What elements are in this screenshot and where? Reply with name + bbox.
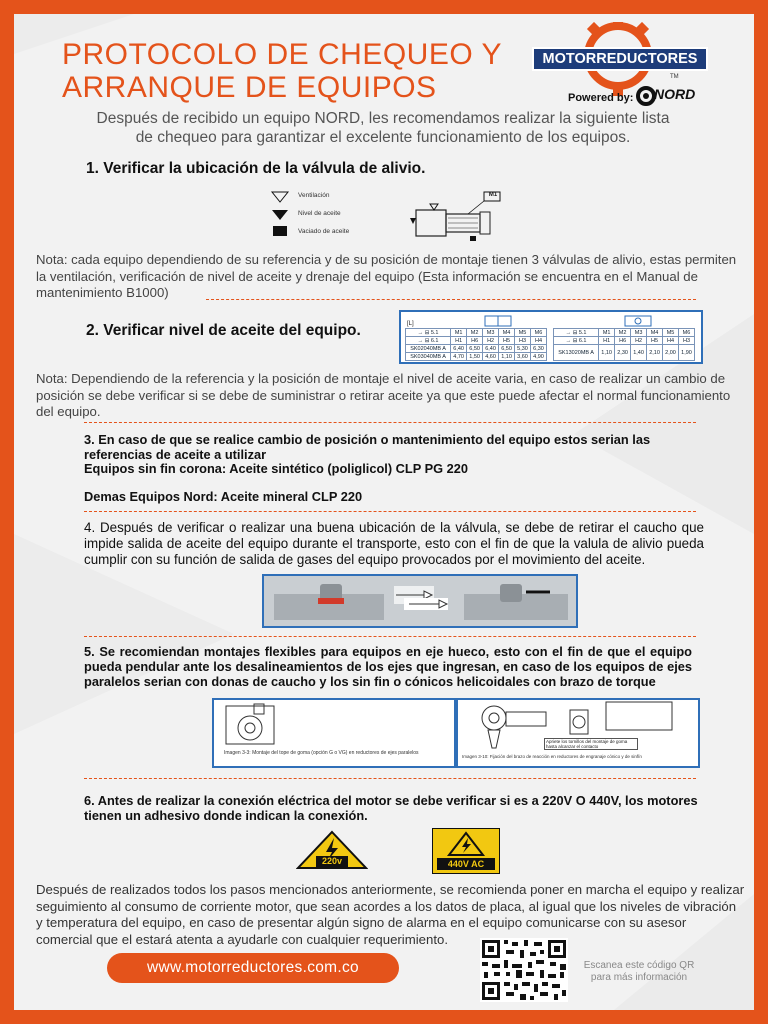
- powered-by-label: Powered by:: [568, 92, 634, 104]
- step3-line-b: Demas Equipos Nord: Aceite mineral CLP 220: [84, 489, 363, 504]
- position-diagram-icon: [623, 315, 653, 327]
- logo-text: MOTORREDUCTORES: [542, 51, 698, 67]
- nord-logo: NORD: [634, 84, 696, 108]
- step5-text: 5. Se recomiendan montajes flexibles para equipos en eje hueco, esto con el fin de que el equipo pueda pendular ante los desalineamientos de los ejes que ingresan, en caso de los equipos de ejes paralelos serian con donas de caucho y los sin fin o cónicos helicoidales con brazo de torque: [84, 644, 692, 689]
- qr-code-icon: [480, 938, 568, 1002]
- rubber-buffer-mount-icon: [214, 700, 454, 750]
- high-voltage-icon: [433, 829, 499, 859]
- step2-note: Nota: Dependiendo de la referencia y la posición de montaje el nivel de aceite varia, en caso de realizar un cambio de posición se debe verificar si se debe de suministrar o retirar aceite ya que este puede afectar el normal funcionamiento del equipo.: [36, 371, 731, 419]
- valve-before-after-icon: [264, 576, 576, 626]
- qr-code[interactable]: [480, 938, 568, 1002]
- position-diagram-icon: [483, 315, 513, 327]
- valve-symbols-icon: [270, 190, 290, 240]
- company-logo: [530, 22, 710, 112]
- closing-text: Después de realizados todos los pasos mencionados anteriormente, se recomienda poner en marcha el equipo y realizar seguimiento al consumo de corriente motor, que sean acordes a los datos de placa, al igual que los niveles de vibración y temperatura del equipo, en caso de presentar algún signo de alarma en el equipo comunicarse con su asesor comercial que el estará atenta a ayudarle con cualquier requerimiento.: [36, 882, 745, 947]
- divider: [84, 636, 696, 637]
- step3-text: 3. En caso de que se realice cambio de posición o mantenimiento del equipo estos serian las referencias de aceite a utilizar: [84, 432, 651, 462]
- step4-text: 4. Después de verificar o realizar una buena ubicación de la válvula, se debe de retirar el caucho que impide salida de aceite del equipo durante el transporte, esto con el fin de que la valula de alivio pueda cumplir con su función de salida de gases del equipo provocados por el movimiento del aceite.: [84, 520, 704, 567]
- step2-heading: 2. Verificar nivel de aceite del equipo.: [86, 322, 361, 339]
- gearmotor-diagram: M1: [408, 190, 518, 248]
- flexible-mount-image-left: Imagen 3-3: Montaje del tope de goma (opción G o VG) en reductores de ejes paralelos: [212, 698, 456, 768]
- oil-table-left: [L] → ⊟ 5.1 M1 M2 M3 M4 M5 M6 → ⊟ 6.1 H1 H6 H2 H5 H3 H4 SK02040MB A 6,40 6,50 6,40 6,50 5,30 6,30 SK03040MB A 4,70 1,50 4,60 1,10 3,60 4,90: [405, 315, 547, 361]
- step1-note: Nota: cada equipo dependiendo de su referencia y de su posición de montaje tienen 3 válvulas de alivio, estas permiten la ventilación, verificación de nivel de aceite y drenaje del equipo (Esta información se encuentra en el Manual de mantenimiento B1000): [36, 252, 737, 300]
- step3-line-a: Equipos sin fin corona: Aceite sintético (poliglicol) CLP PG 220: [84, 461, 468, 476]
- divider: [84, 422, 696, 423]
- intro-text: Después de recibido un equipo NORD, les recomendamos realizar la siguiente lista de chequeo para garantizar el excelente funcionamiento de los equipos.: [96, 110, 670, 146]
- sign-220v: 220v: [296, 830, 368, 870]
- trademark: TM: [670, 74, 679, 80]
- step6-text: 6. Antes de realizar la conexión eléctrica del motor se debe verificar si es a 220V O 440V, los motores tienen un adhesivo donde indican la conexión.: [84, 793, 698, 823]
- page-title: PROTOCOLO DE CHEQUEO Y ARRANQUE DE EQUIPOS: [62, 38, 502, 104]
- valve-rubber-removal-image: [262, 574, 578, 628]
- step1-heading: 1. Verificar la ubicación de la válvula de alivio.: [86, 160, 426, 177]
- divider: [84, 511, 696, 512]
- torque-arm-image-right: Apriete los tornillos del montaje de goma hasta alcanzar el contacto Imagen 3-10: Fijación del brazo de reacción en reductores de engranaje cónico y de sinfín: [456, 698, 700, 768]
- page-frame: [14, 14, 754, 1010]
- website-link[interactable]: www.motorreductores.com.co: [107, 953, 399, 983]
- gearmotor-icon: [408, 190, 518, 248]
- sign-440v: 440V AC: [432, 828, 500, 874]
- oil-table-right: → ⊟ 5.1 M1 M2 M3 M4 M5 M6 → ⊟ 6.1 H1 H6 H2 H5 H4 H3 SK13020MB A 1,10 2,30 1,40 2,10 2,00 1,90: [553, 315, 695, 361]
- valve-legend: Ventilación Nivel de aceite Vaciado de aceite: [270, 188, 360, 240]
- qr-caption: Escanea este código QR para más información: [583, 960, 695, 983]
- oil-level-table-image: [399, 310, 703, 364]
- divider: [84, 778, 696, 779]
- divider: [206, 299, 696, 300]
